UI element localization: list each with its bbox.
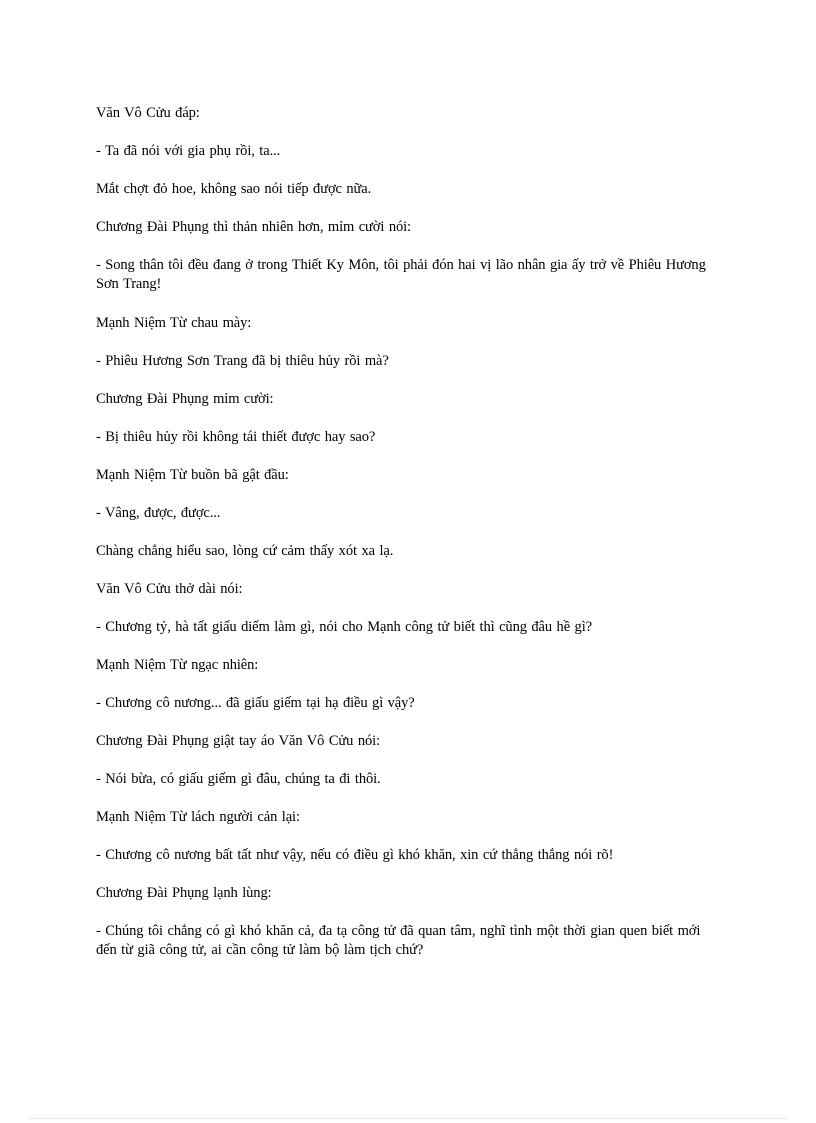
paragraph: Mắt chợt đỏ hoe, không sao nói tiếp được nữa.: [96, 181, 372, 197]
paragraph: - Chương cô nương bất tất như vậy, nếu có điều gì khó khăn, xin cứ thẳng thắng nói rõ!: [96, 847, 614, 863]
paragraph: Văn Vô Cửu đáp:: [96, 105, 200, 121]
paragraph: - Ta đã nói với gia phụ rồi, ta...: [96, 143, 281, 159]
paragraph: Mạnh Niệm Từ lách người cản lại:: [96, 809, 300, 825]
paragraph: Chàng chẳng hiểu sao, lòng cứ cảm thấy xót xa lạ.: [96, 543, 394, 559]
paragraph: Mạnh Niệm Từ ngạc nhiên:: [96, 657, 259, 673]
paragraph: Chương Đài Phụng lạnh lùng:: [96, 885, 272, 901]
paragraph: Chương Đài Phụng mỉm cười:: [96, 391, 274, 407]
paragraph: - Nói bừa, có giấu giếm gì đâu, chúng ta đi thôi.: [96, 771, 381, 787]
paragraph: Chương Đài Phụng giật tay áo Văn Vô Cửu nói:: [96, 733, 381, 749]
paragraph: - Phiêu Hương Sơn Trang đã bị thiêu hủy rồi mà?: [96, 353, 389, 369]
paragraph: Mạnh Niệm Từ chau mày:: [96, 315, 252, 331]
paragraph: Chương Đài Phụng thì thản nhiên hơn, mỉm cười nói:: [96, 219, 411, 235]
paragraph: - Vâng, được, được...: [96, 505, 221, 521]
paragraph: Văn Vô Cửu thở dài nói:: [96, 581, 243, 597]
paragraph: Mạnh Niệm Từ buồn bã gật đầu:: [96, 467, 289, 483]
paragraph: - Chương tỷ, hà tất giấu diếm làm gì, nói cho Mạnh công tử biết thì cũng đâu hề gì?: [96, 619, 592, 635]
paragraph: - Chương cô nương... đã giấu giếm tại hạ điều gì vậy?: [96, 695, 415, 711]
paragraph: - Song thân tôi đều đang ở trong Thiết Ky Môn, tôi phải đón hai vị lão nhân gia ấy trở về Phiêu Hương Sơn Trang!: [96, 257, 706, 292]
paragraph: - Bị thiêu hủy rồi không tái thiết được hay sao?: [96, 429, 376, 445]
paragraph: - Chúng tôi chẳng có gì khó khăn cả, đa tạ công tử đã quan tâm, nghĩ tình một thời gian quen biết mới đến từ giã công tử, ai cần công tử làm bộ làm tịch chứ?: [96, 923, 701, 958]
page-bottom-divider: [30, 1118, 786, 1119]
